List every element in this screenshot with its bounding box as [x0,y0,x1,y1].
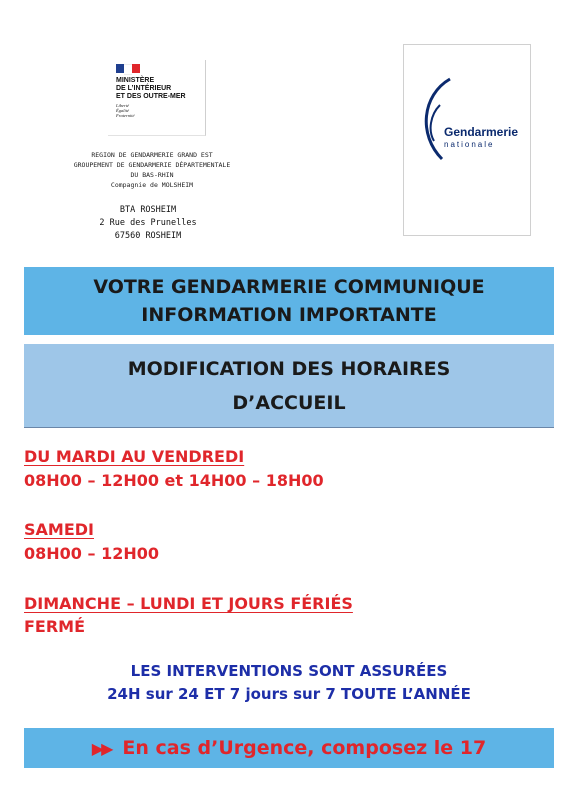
ministry-line: DE L’INTÉRIEUR [116,85,172,92]
interventions-line: 24H sur 24 ET 7 jours sur 7 TOUTE L’ANNÉE [107,685,471,703]
gendarmerie-subtitle: nationale [444,140,495,149]
gendarmerie-logo [403,44,531,236]
republic-motto [116,103,176,118]
department-line: DU BAS-RHIN [130,171,174,179]
schedule-heading: SAMEDI [24,520,94,539]
emergency-text: En cas d’Urgence, composez le 17 [122,737,487,759]
schedule-hours: 08H00 – 12H00 [24,544,159,563]
french-flag-icon [116,64,140,73]
bta-line: BTA ROSHEIM [119,205,177,215]
announcement-banner [24,267,554,335]
banner-line: MODIFICATION DES HORAIRES [127,357,451,380]
region-line: REGION DE GENDARMERIE GRAND EST [91,151,213,159]
gendarmerie-arc-icon [412,75,472,165]
schedule-heading: DIMANCHE – LUNDI ET JOURS FÉRIÉS [24,594,353,613]
compagnie-line: Compagnie de MOLSHEIM [110,181,194,189]
banner-line: VOTRE GENDARMERIE COMMUNIQUE [93,276,485,298]
banner-line: INFORMATION IMPORTANTE [141,304,437,326]
groupement-line: GROUPEMENT DE GENDARMERIE DÉPARTEMENTALE [73,161,231,169]
ministry-logo [108,60,206,136]
ministry-line: MINISTÈRE [116,77,155,84]
schedule-hours: 08H00 – 12H00 et 14H00 – 18H00 [24,471,324,490]
banner-line: D’ACCUEIL [232,391,346,414]
motto-line: Égalité [116,108,129,113]
street-line: 2 Rue des Prunelles [99,218,197,228]
double-arrow-right-icon: ▶▶ [91,738,111,758]
schedule-hours: FERMÉ [24,617,86,636]
schedule-heading: DU MARDI AU VENDREDI [24,447,245,466]
motto-line: Fraternité [116,113,135,118]
motto-line: Liberté [116,103,129,108]
hours-change-banner [24,344,554,428]
ministry-line: ET DES OUTRE-MER [116,93,186,100]
ministry-name [116,77,204,101]
emergency-banner [24,728,554,768]
gendarmerie-name: Gendarmerie [444,125,519,139]
interventions-line: LES INTERVENTIONS SONT ASSURÉES [130,662,448,680]
city-line: 67560 ROSHEIM [114,231,182,241]
